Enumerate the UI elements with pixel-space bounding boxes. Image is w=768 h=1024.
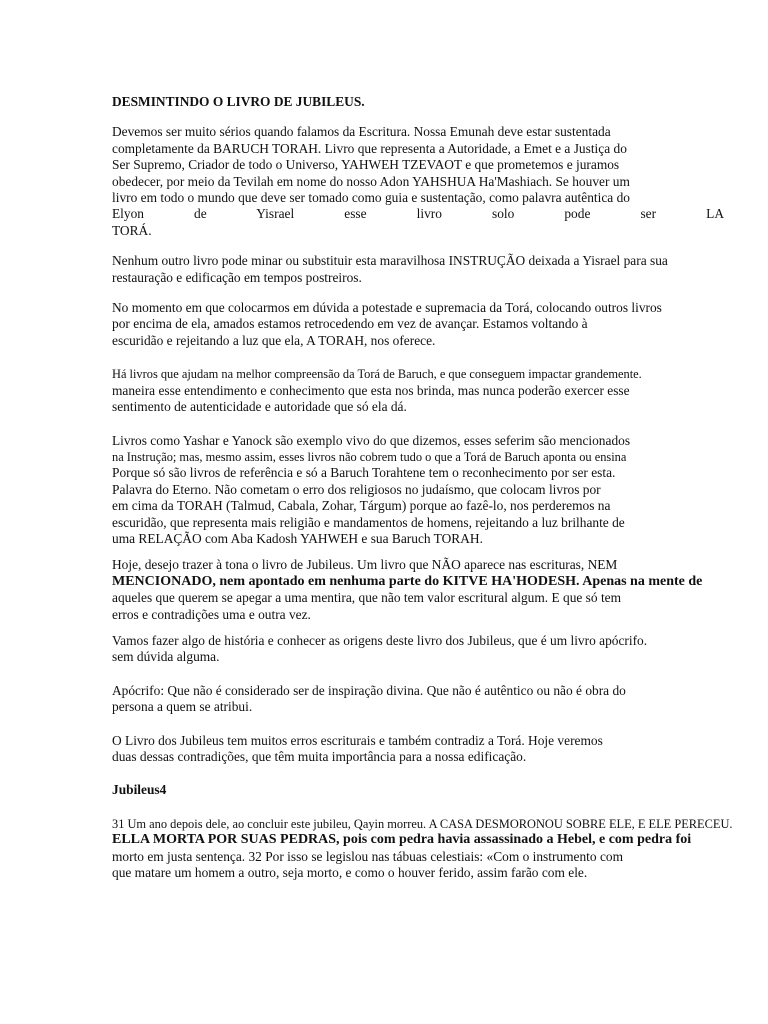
text-line: Vamos fazer algo de história e conhecer as origens deste livro dos Jubileus, que é um livro apócrifo.	[112, 632, 648, 648]
text-line: ELLA MORTA POR SUAS PEDRAS, pois com pedra havia assassinado a Hebel, e com pedra foi	[112, 832, 692, 848]
text-line: completamente da BARUCH TORAH. Livro que representa a Autoridade, a Emet e a Justiça do	[112, 140, 627, 156]
text-line: No momento em que colocarmos em dúvida a potestade e supremacia da Torá, colocando outros livros	[112, 300, 662, 316]
text-line: Hoje, desejo trazer à tona o livro de Jubileus. Um livro que NÃO aparece nas escrituras, NEM	[112, 557, 618, 573]
text-line: por encima de ela, amados estamos retrocedendo em vez de avançar. Estamos voltando à	[112, 316, 588, 332]
text-line: Elyon de Yisrael esse livro solo pode ser LA	[112, 206, 724, 222]
section-heading: Jubileus4	[112, 782, 167, 798]
paragraph-6	[112, 557, 724, 623]
document-title: DESMINTINDO O LIVRO DE JUBILEUS.	[112, 94, 365, 109]
text-line: escuridão, que representa mais religião e mandamentos de homens, rejeitando a luz brilhante de	[112, 514, 625, 530]
text-line: que matare um homem a outro, seja morto, e como o houver ferido, assim farão com ele.	[112, 865, 588, 881]
paragraph-2	[112, 253, 724, 286]
text-line: Palavra do Eterno. Não cometam o erro dos religiosos no judaísmo, que colocam livros por	[112, 481, 601, 497]
text-line: Ser Supremo, Criador de todo o Universo, YAHWEH TZEVAOT e que prometemos e juramos	[112, 157, 620, 173]
text-line: MENCIONADO, nem apontado em nenhuma parte do KITVE HA'HODESH. Apenas na mente de	[112, 573, 703, 589]
text-line: Livros como Yashar e Yanock são exemplo vivo do que dizemos, esses seferim são mencionados	[112, 432, 631, 448]
paragraph-10	[112, 816, 733, 882]
text-line: na Instrução; mas, mesmo assim, esses livros não cobrem tudo o que a Torá de Baruch aponta ou ensina	[112, 449, 627, 464]
text-line: Há livros que ajudam na melhor compreensão da Torá de Baruch, e que conseguem impactar grandemente.	[112, 367, 642, 382]
paragraph-8	[112, 683, 724, 716]
text-line: uma RELAÇÃO com Aba Kadosh YAHWEH e sua Baruch TORAH.	[112, 530, 483, 546]
text-line: TORÁ.	[112, 222, 152, 238]
text-line: O Livro dos Jubileus tem muitos erros escriturais e também contradiz a Torá. Hoje veremos	[112, 732, 603, 748]
paragraph-1	[112, 124, 724, 239]
text-line: sentimento de autenticidade e autoridade que só ela dá.	[112, 399, 407, 415]
document-body	[112, 94, 733, 891]
text-line: aqueles que querem se apegar a uma mentira, que não tem valor escritural algum. E que só tem	[112, 590, 622, 606]
paragraph-4	[112, 366, 724, 415]
paragraph-9	[112, 733, 724, 766]
text-line: persona a quem se atribui.	[112, 699, 253, 715]
paragraph-5	[112, 433, 724, 548]
text-line: Nenhum outro livro pode minar ou substituir esta maravilhosa INSTRUÇÃO deixada a Yisrael para sua	[112, 253, 668, 269]
text-line: duas dessas contradições, que têm muita importância para a nossa edificação.	[112, 749, 527, 764]
text-line: Porque só são livros de referência e só a Baruch Torahtene tem o reconhecimento por ser esta.	[112, 465, 616, 481]
text-line: escuridão e rejeitando a luz que ela, A TORAH, nos oferece.	[112, 332, 436, 348]
text-line: Apócrifo: Que não é considerado ser de inspiração divina. Que não é autêntico ou não é obra do	[112, 682, 626, 698]
text-line: sem dúvida alguma.	[112, 649, 220, 665]
text-line: Devemos ser muito sérios quando falamos da Escritura. Nossa Emunah deve estar sustentada	[112, 124, 611, 140]
text-line: erros e contradições uma e outra vez.	[112, 606, 311, 622]
text-line: maneira esse entendimento e conhecimento que esta nos brinda, mas nunca poderão exercer esse	[112, 382, 630, 398]
text-line: obedecer, por meio da Tevilah em nome do nosso Adon YAHSHUA Ha'Mashiach. Se houver um	[112, 173, 630, 189]
text-line: 31 Um ano depois dele, ao concluir este jubileu, Qayin morreu. A CASA DESMORONOU SOBRE ELE, E ELE PERECEU.	[112, 816, 733, 831]
text-line: restauração e edificação em tempos postreiros.	[112, 269, 362, 285]
text-line: em cima da TORAH (Talmud, Cabala, Zohar, Tárgum) porque ao fazê-lo, nos perderemos na	[112, 498, 611, 514]
paragraph-7	[112, 633, 724, 666]
text-line: livro em todo o mundo que deve ser tomado como guia e sustentação, como palavra autêntica do	[112, 190, 630, 206]
paragraph-3	[112, 300, 724, 349]
text-line: morto em justa sentença. 32 Por isso se legislou nas tábuas celestiais: «Com o instrumento com	[112, 848, 623, 864]
